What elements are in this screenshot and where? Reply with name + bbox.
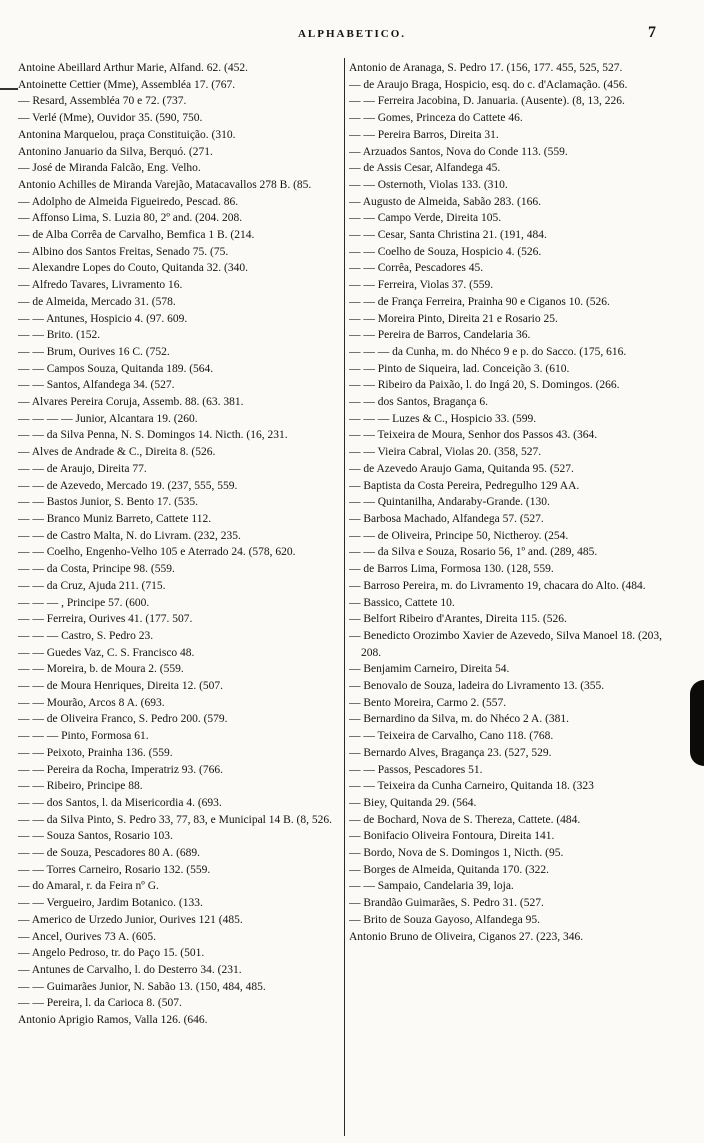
directory-entry: — Affonso Lima, S. Luzia 80, 2º and. (204. 208. — [18, 212, 243, 225]
directory-entry: — — Pereira da Rocha, Imperatriz 93. (766. — [18, 763, 224, 776]
column-divider — [344, 58, 345, 1136]
directory-entry: Antonio Bruno de Oliveira, Ciganos 27. (223, 346. — [349, 930, 584, 943]
directory-entry: — Arzuados Santos, Nova do Conde 113. (559. — [349, 145, 568, 158]
directory-entry: — — Mourão, Arcos 8 A. (693. — [18, 696, 165, 709]
directory-entry: — — Antunes, Hospicio 4. (97. 609. — [18, 312, 188, 325]
directory-entry: Antoinette Cettier (Mme), Assembléa 17. (767. — [18, 78, 236, 91]
directory-entry: — Brandão Guimarães, S. Pedro 31. (527. — [349, 897, 544, 910]
directory-entry: — Alvares Pereira Coruja, Assemb. 88. (63. 381. — [18, 396, 244, 409]
directory-entry: — — Osternoth, Violas 133. (310. — [349, 178, 508, 191]
directory-entry: — Brito de Souza Gayoso, Alfandega 95. — [349, 913, 540, 926]
page-header — [0, 24, 704, 48]
directory-entry: — — Peixoto, Prainha 136. (559. — [18, 746, 173, 759]
directory-entry: — Baptista da Costa Pereira, Pedregulho 129 AA. — [349, 479, 580, 492]
directory-entry: — — Brito. (152. — [18, 329, 101, 342]
directory-entry: — Bassico, Cattete 10. — [349, 596, 455, 609]
directory-entry: — Americo de Urzedo Junior, Ourives 121 (485. — [18, 913, 243, 926]
directory-entry: — — de Souza, Pescadores 80 A. (689. — [18, 847, 201, 860]
directory-entry: — — dos Santos, l. da Misericordia 4. (693. — [18, 796, 222, 809]
directory-entry: — — Ferreira, Ourives 41. (177. 507. — [18, 613, 193, 626]
directory-entry: — — de França Ferreira, Prainha 90 e Ciganos 10. (526. — [349, 295, 610, 308]
directory-entry: — — Campos Souza, Quitanda 189. (564. — [18, 362, 214, 375]
directory-entry: — — Santos, Alfandega 34. (527. — [18, 379, 175, 392]
directory-entry: — — Teixeira de Moura, Senhor dos Passos 43. (364. — [349, 429, 598, 442]
margin-rule — [0, 88, 18, 90]
directory-entry: — Biey, Quitanda 29. (564. — [349, 796, 477, 809]
directory-entry: — Benedicto Orozimbo Xavier de Azevedo, Silva Manoel 18. (203, 208. — [349, 629, 662, 659]
directory-entry: — Alfredo Tavares, Livramento 16. — [18, 279, 183, 292]
directory-entry: — Bordo, Nova de S. Domingos 1, Nicth. (95. — [349, 847, 564, 860]
directory-entry: — de Barros Lima, Formosa 130. (128, 559. — [349, 563, 554, 576]
directory-entry: — — — Pinto, Formosa 61. — [18, 730, 149, 743]
directory-entry: — de Araujo Braga, Hospicio, esq. do c. d'Aclamação. (456. — [349, 78, 628, 91]
directory-entry: — — Sampaio, Candelaria 39, loja. — [349, 880, 514, 893]
directory-entry: — — Cesar, Santa Christina 21. (191, 484. — [349, 229, 547, 242]
directory-entry: — — da Costa, Principe 98. (559. — [18, 563, 175, 576]
directory-entry: — Bernardo Alves, Bragança 23. (527, 529. — [349, 746, 552, 759]
directory-entry: — — Coelho, Engenho-Velho 105 e Aterrado 24. (578, 620. — [18, 546, 296, 559]
directory-entry: — Augusto de Almeida, Sabão 283. (166. — [349, 195, 541, 208]
directory-entry: — — da Silva Penna, N. S. Domingos 14. Nicth. (16, 231. — [18, 429, 288, 442]
directory-entry: — — Passos, Pescadores 51. — [349, 763, 483, 776]
directory-entry: — — Ribeiro, Principe 88. — [18, 780, 143, 793]
directory-entry: — Benjamim Carneiro, Direita 54. — [349, 663, 510, 676]
directory-entry: — Angelo Pedroso, tr. do Paço 15. (501. — [18, 947, 205, 960]
directory-entry: — — Pereira, l. da Carioca 8. (507. — [18, 997, 182, 1010]
directory-entry: — Ancel, Ourives 73 A. (605. — [18, 930, 156, 943]
directory-entry: — — de Moura Henriques, Direita 12. (507. — [18, 680, 224, 693]
directory-entry: Antonina Marquelou, praça Constituição. (310. — [18, 128, 236, 141]
directory-entry: Antonio de Aranaga, S. Pedro 17. (156, 177. 455, 525, 527. — [349, 62, 623, 74]
directory-entry: — Alves de Andrade & C., Direita 8. (526. — [18, 446, 216, 459]
directory-entry: — — Vieira Cabral, Violas 20. (358, 527. — [349, 446, 542, 459]
directory-entry: — Antunes de Carvalho, l. do Desterro 34. (231. — [18, 963, 242, 976]
directory-entry: — — — Luzes & C., Hospicio 33. (599. — [349, 412, 537, 425]
directory-entry: — — Vergueiro, Jardim Botanico. (133. — [18, 897, 203, 910]
directory-entry: Antoine Abeillard Arthur Marie, Alfand. 62. (452. — [18, 62, 248, 74]
directory-entry: — Barbosa Machado, Alfandega 57. (527. — [349, 512, 544, 525]
directory-entry: — Verlé (Mme), Ouvidor 35. (590, 750. — [18, 112, 203, 125]
directory-entry: — — Ferreira Jacobina, D. Januaria. (Ausente). (8, 13, 226. — [349, 95, 625, 108]
directory-entry: — Belfort Ribeiro d'Arantes, Direita 115. (526. — [349, 613, 567, 626]
directory-entry: — Bernardino da Silva, m. do Nhéco 2 A. (381. — [349, 713, 570, 726]
directory-entry: — — Teixeira de Carvalho, Cano 118. (768. — [349, 730, 554, 743]
directory-entry: — — Pinto de Siqueira, lad. Conceição 3. (610. — [349, 362, 570, 375]
directory-entry: — — Guimarães Junior, N. Sabão 13. (150, 484, 485. — [18, 980, 266, 993]
directory-entry: — — Guedes Vaz, C. S. Francisco 48. — [18, 646, 195, 659]
directory-entry: — de Almeida, Mercado 31. (578. — [18, 295, 176, 308]
directory-entry: — Bento Moreira, Carmo 2. (557. — [349, 696, 507, 709]
directory-entry: — — Torres Carneiro, Rosario 132. (559. — [18, 863, 211, 876]
directory-entry: — — Ribeiro da Paixão, l. do Ingá 20, S. Domingos. (266. — [349, 379, 620, 392]
directory-entry: Antonio Achilles de Miranda Varejão, Matacavallos 278 B. (85. — [18, 178, 312, 191]
directory-entry: — — de Oliveira, Principe 50, Nictheroy. (254. — [349, 529, 569, 542]
directory-entry: — Bonifacio Oliveira Fontoura, Direita 141. — [349, 830, 555, 843]
directory-entry: — Borges de Almeida, Quitanda 170. (322. — [349, 863, 550, 876]
directory-entry: — Alexandre Lopes do Couto, Quitanda 32. (340. — [18, 262, 248, 275]
directory-entry: — — da Silva Pinto, S. Pedro 33, 77, 83, e Municipal 14 B. (8, 526. — [18, 813, 333, 826]
directory-entry: — de Bochard, Nova de S. Thereza, Cattete. (484. — [349, 813, 581, 826]
directory-entry: — do Amaral, r. da Feira nº G. — [18, 880, 159, 893]
directory-entry: — — Brum, Ourives 16 C. (752. — [18, 345, 170, 358]
directory-entry: — Adolpho de Almeida Figueiredo, Pescad. 86. — [18, 195, 239, 208]
directory-entry: — — de Azevedo, Mercado 19. (237, 555, 559. — [18, 479, 238, 492]
directory-entry: — Resard, Assembléa 70 e 72. (737. — [18, 95, 187, 108]
directory-entry: — — da Silva e Souza, Rosario 56, 1º and. (289, 485. — [349, 546, 598, 559]
directory-entry: — — de Oliveira Franco, S. Pedro 200. (579. — [18, 713, 228, 726]
directory-entry: — — Ferreira, Violas 37. (559. — [349, 279, 494, 292]
directory-entry: — — Campo Verde, Direita 105. — [349, 212, 502, 225]
directory-entry: — — Souza Santos, Rosario 103. — [18, 830, 173, 843]
directory-entry: — Benovalo de Souza, ladeira do Livramento 13. (355. — [349, 680, 605, 693]
directory-entry: — — Teixeira da Cunha Carneiro, Quitanda 18. (323 — [349, 780, 594, 793]
right-column — [349, 60, 684, 1135]
directory-entry: — — — , Principe 57. (600. — [18, 596, 150, 609]
directory-entry: — — — — Junior, Alcantara 19. (260. — [18, 412, 198, 425]
directory-entry: — — Gomes, Princeza do Cattete 46. — [349, 112, 523, 125]
directory-entry: — — Bastos Junior, S. Bento 17. (535. — [18, 496, 199, 509]
running-title: ALPHABETICO. — [297, 28, 407, 40]
directory-entry: — — Quintanilha, Andaraby-Grande. (130. — [349, 496, 550, 509]
left-column — [18, 60, 342, 1135]
directory-entry: — Barroso Pereira, m. do Livramento 19, chacara do Alto. (484. — [349, 579, 646, 592]
directory-entry: — — — da Cunha, m. do Nhéco 9 e p. do Sacco. (175, 616. — [349, 345, 627, 358]
ink-blot — [690, 680, 704, 766]
directory-entry: — — dos Santos, Bragança 6. — [349, 396, 488, 409]
directory-entry: — — Corrêa, Pescadores 45. — [349, 262, 484, 275]
directory-entry: — Albino dos Santos Freitas, Senado 75. (75. — [18, 245, 229, 258]
directory-entry: — — Moreira Pinto, Direita 21 e Rosario 25. — [349, 312, 558, 325]
directory-entry: — — Pereira de Barros, Candelaria 36. — [349, 329, 531, 342]
directory-entry: — — Moreira, b. de Moura 2. (559. — [18, 663, 184, 676]
directory-entry: Antonino Januario da Silva, Berquó. (271. — [18, 145, 213, 158]
directory-entry: — de Assis Cesar, Alfandega 45. — [349, 162, 501, 175]
directory-entry: — — — Castro, S. Pedro 23. — [18, 629, 154, 642]
directory-entry: — — de Araujo, Direita 77. — [18, 462, 147, 475]
directory-entry: Antonio Aprigio Ramos, Valla 126. (646. — [18, 1014, 208, 1027]
directory-entry: — — Branco Muniz Barreto, Cattete 112. — [18, 512, 212, 525]
directory-entry: — de Azevedo Araujo Gama, Quitanda 95. (527. — [349, 462, 574, 475]
directory-entry: — — Coelho de Souza, Hospicio 4. (526. — [349, 245, 542, 258]
page-number: 7 — [648, 24, 656, 41]
directory-entry: — José de Miranda Falcão, Eng. Velho. — [18, 162, 201, 175]
directory-entry: — — de Castro Malta, N. do Livram. (232, 235. — [18, 529, 241, 542]
directory-entry: — — Pereira Barros, Direita 31. — [349, 128, 499, 141]
directory-entry: — de Alba Corrêa de Carvalho, Bemfica 1 B. (214. — [18, 229, 255, 242]
directory-entry: — — da Cruz, Ajuda 211. (715. — [18, 579, 166, 592]
